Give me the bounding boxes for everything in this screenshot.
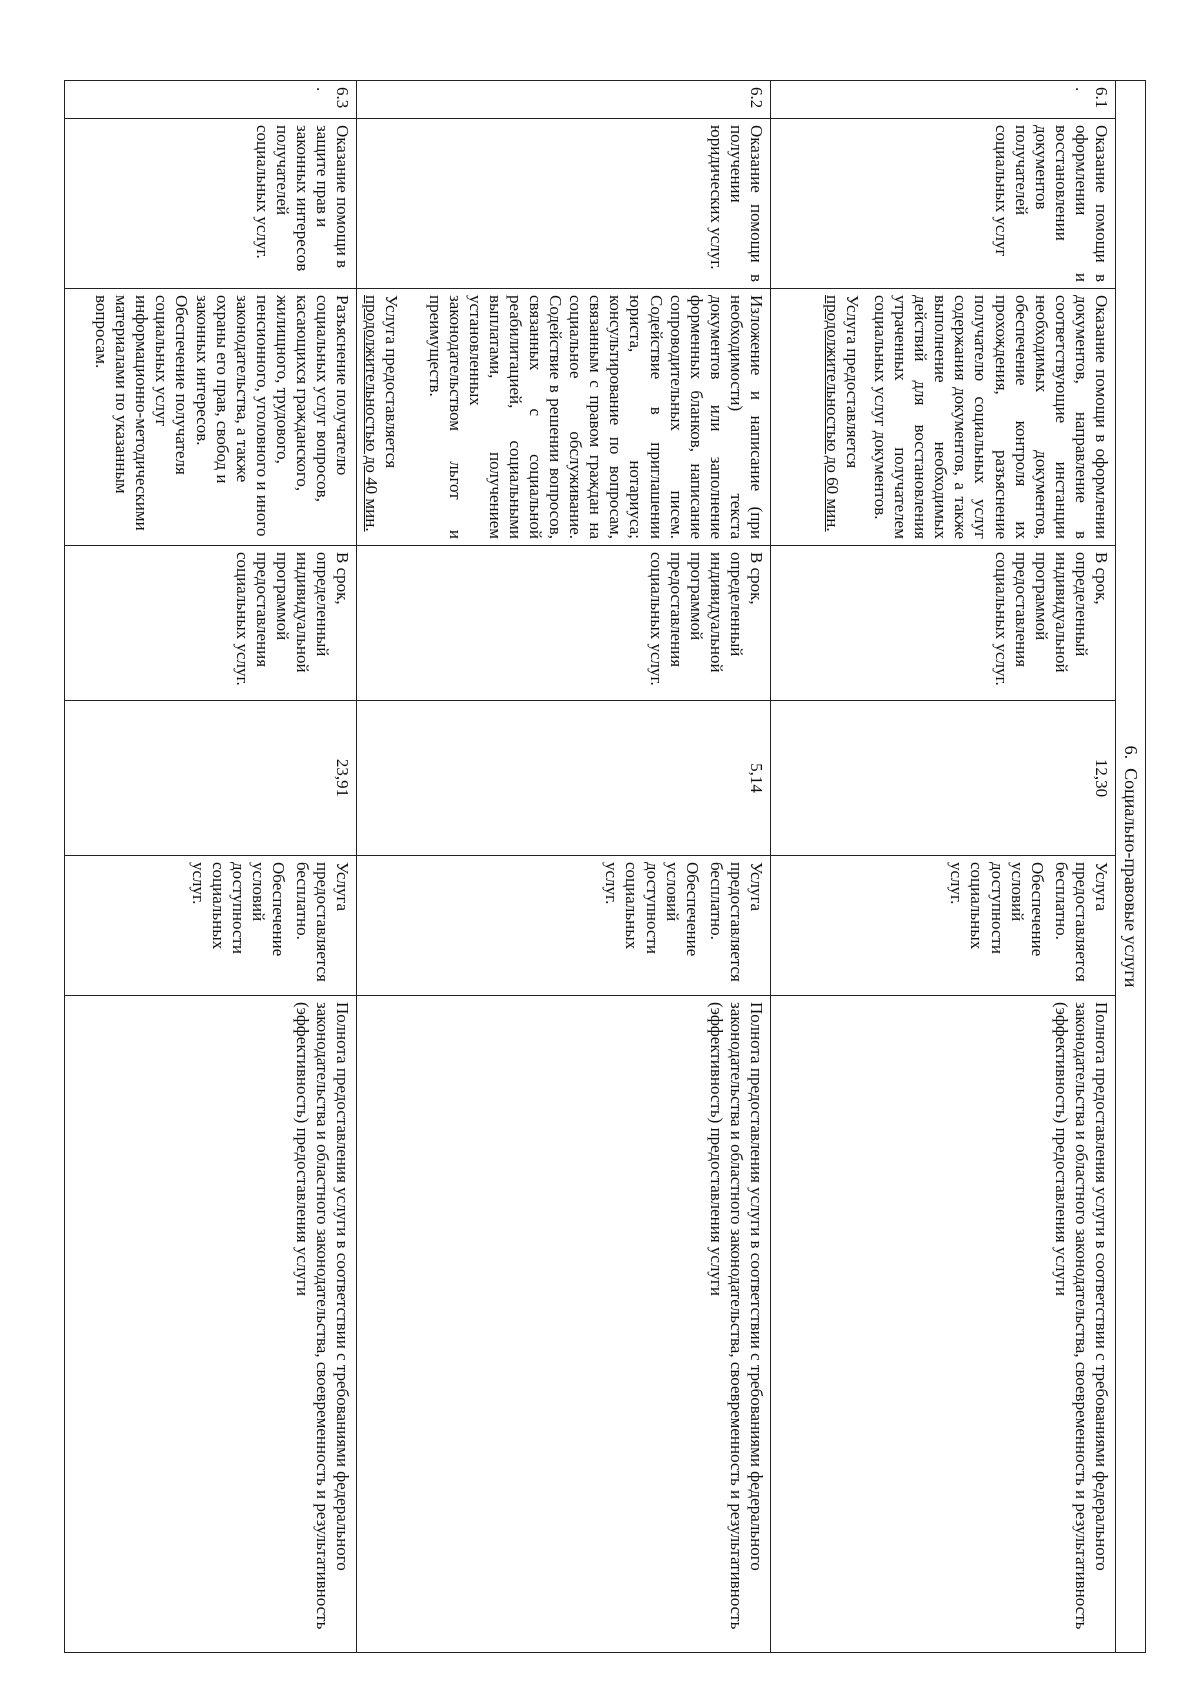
service-cost: 12,30 [770,701,1115,856]
service-cost: 23,91 [65,701,357,856]
service-description [65,289,357,546]
conditions-extra-text: Обеспечение условий доступности социальных услуг. [602,862,702,957]
section-number: 6. [1121,745,1141,760]
service-term: В срок, определенный индивидуальной программой предоставления социальных услуг. [65,546,357,701]
service-conditions [770,856,1115,996]
service-term: В срок, определенный индивидуальной программой предоставления социальных услуг. [356,546,770,701]
service-description [356,289,770,546]
service-name: Оказание помощи в оформлении и восстановлении документов получателей социальных услуг [770,119,1115,289]
services-table [64,80,1146,1653]
duration-text: продолжительностью до 60 мин. [823,295,843,532]
section-header-row [1115,81,1145,1653]
service-conditions [65,856,357,996]
service-name: Оказание помощи в получении юридических услуг. [356,119,770,289]
description-text: Разъяснение получателю социальных услуг вопросов, касающихся гражданского, жилищного, трудового, пенсионного, уголовного и иного законодательства, а также охраны его прав, свобод и законных интересов. Обеспечение получателя социальных услуг информационно-методическими материалами по указанным вопросам. [92,295,352,537]
row-number: 6.2 [356,81,770,119]
service-evaluation: Полнота предоставления услуги в соответствии с требованиями федерального законодательства и областного законодательства, своевременность и результативность (эффективность) предоставления услуги [770,996,1115,1653]
description-text: Оказание помощи в оформлении документов, направление в соответствующие инстанции необходимых документов, обеспечение контроля их прохождения, разъяснение получателю социальных услуг содержания документов, а также выполнение необходимых действий для восстановления утраченных получателем социальных услуг документов. [871,295,1111,539]
table-row [65,81,357,1653]
description-text: Изложение и написание (при необходимости) текста документов или заполнение форменных бланков, написание сопроводительных писем. Содействие в приглашении юриста, нотариуса; консультирование по вопросам, связанным с правом граждан на социальное обслуживание. Содействие в решении вопросов, связанных с социальной реабилитацией, социальными выплатами, получением установленных законодательством льгот и преимуществ. [426,295,766,539]
duration-prefix: Услуга предоставляется [381,295,401,469]
service-name: Оказание помощи в защите прав и законных интересов получателей социальных услуг. [65,119,357,289]
duration-text: продолжительностью до 40 мин. [361,295,381,532]
rotated-document-page [64,80,1146,1652]
service-evaluation: Полнота предоставления услуги в соответствии с требованиями федерального законодательства и областного законодательства, своевременность и результативность (эффективность) предоставления услуги [65,996,357,1653]
service-conditions [356,856,770,996]
section-title-text: Социально-правовые услуги [1121,768,1141,988]
row-number: 6.1. [770,81,1115,119]
conditions-text: Услуга предоставляется бесплатно. [1051,862,1111,982]
table-row [770,81,1115,1653]
conditions-text: Услуга предоставляется бесплатно. [292,862,352,982]
service-description [770,289,1115,546]
conditions-text: Услуга предоставляется бесплатно. [706,862,766,982]
section-title [1115,81,1145,1653]
duration-block [822,295,862,539]
duration-block [361,295,401,539]
row-number: 6.3. [65,81,357,119]
service-cost: 5,14 [356,701,770,856]
service-evaluation: Полнота предоставления услуги в соответствии с требованиями федерального законодательства и областного законодательства, своевременность и результативность (эффективность) предоставления услуги [356,996,770,1653]
conditions-extra-text: Обеспечение условий доступности социальных услуг. [188,862,288,957]
conditions-extra-text: Обеспечение условий доступности социальных услуг. [947,862,1047,957]
service-term: В срок, определенный индивидуальной программой предоставления социальных услуг. [770,546,1115,701]
duration-prefix: Услуга предоставляется [843,295,863,469]
table-row [356,81,770,1653]
